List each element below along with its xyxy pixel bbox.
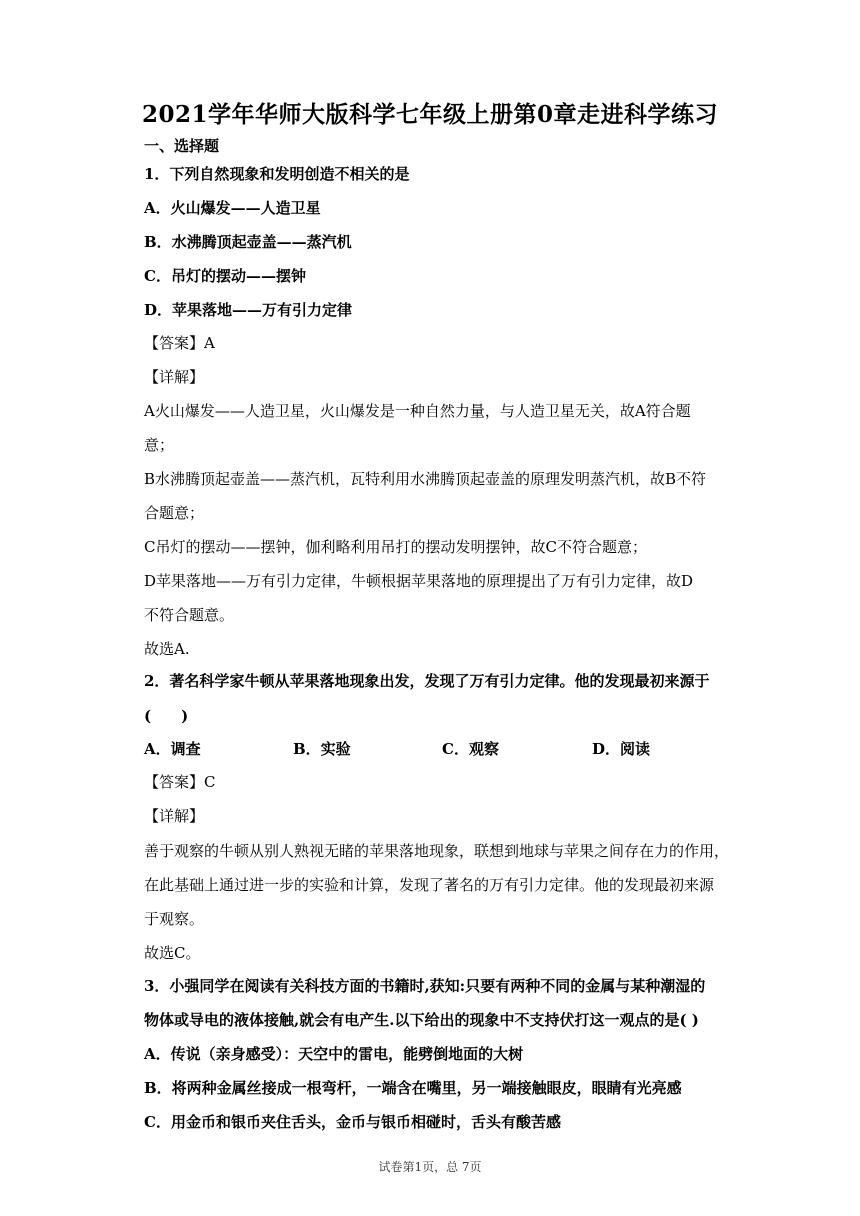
- q1-option-d: D．苹果落地——万有引力定律: [144, 301, 353, 319]
- q2-detail-line: 故选C。: [144, 944, 201, 962]
- q1-option-a: A．火山爆发——人造卫星: [144, 199, 321, 217]
- q2-detail-line: 善于观察的牛顿从别人熟视无睹的苹果落地现象，联想到地球与苹果之间存在力的作用，: [144, 842, 730, 860]
- q1-option-b: B．水沸腾顶起壶盖——蒸汽机: [144, 233, 352, 251]
- q1-detail-line: 意；: [144, 436, 175, 454]
- q1-detail-line: C吊灯的摆动——摆钟，伽利略利用吊打的摆动发明摆钟，故C不符合题意；: [144, 538, 647, 556]
- q2-option-d: D．阅读: [592, 740, 651, 758]
- q2-option-c: C．观察: [442, 740, 499, 758]
- q1-stem: 1．下列自然现象和发明创造不相关的是: [144, 165, 410, 183]
- q1-detail-line: 故选A.: [144, 640, 190, 658]
- q2-detail-label: 【详解】: [144, 807, 205, 825]
- q1-answer: 【答案】A: [144, 334, 215, 352]
- q1-detail-line: A火山爆发——人造卫星，火山爆发是一种自然力量，与人造卫星无关，故A符合题: [144, 402, 691, 420]
- q1-detail-line: B水沸腾顶起壶盖——蒸汽机，瓦特利用水沸腾顶起壶盖的原理发明蒸汽机，故B不符: [144, 470, 707, 488]
- q2-stem-blank: ( ): [144, 707, 189, 725]
- q1-detail-line: 不符合题意。: [144, 606, 235, 624]
- q2-options: [144, 738, 650, 759]
- q2-detail-line: 于观察。: [144, 910, 205, 928]
- q1-option-c: C．吊灯的摆动——摆钟: [144, 267, 306, 285]
- q3-stem-cont: 物体或导电的液体接触,就会有电产生.以下给出的现象中不支持伏打这一观点的是( ): [144, 1011, 699, 1029]
- section-heading: 一、选择题: [144, 137, 220, 155]
- q3-stem: 3．小强同学在阅读有关科技方面的书籍时,获知:只要有两种不同的金属与某种潮湿的: [144, 977, 706, 995]
- q2-option-a: A．调查: [144, 740, 201, 758]
- q3-option-b: B．将两种金属丝接成一根弯杆，一端含在嘴里，另一端接触眼皮，眼睛有光亮感: [144, 1079, 682, 1097]
- q2-detail-line: 在此基础上通过进一步的实验和计算，发现了著名的万有引力定律。他的发现最初来源: [144, 876, 715, 894]
- q1-detail-line: 合题意；: [144, 504, 205, 522]
- q1-detail-label: 【详解】: [144, 368, 205, 386]
- page-footer: 试卷第1页，总 7页: [378, 1160, 482, 1174]
- q2-option-b: B．实验: [293, 740, 351, 758]
- q3-option-c: C．用金币和银币夹住舌头，金币与银币相碰时，舌头有酸苦感: [144, 1113, 561, 1131]
- q3-option-a: A．传说（亲身感受）：天空中的雷电，能劈倒地面的大树: [144, 1045, 524, 1063]
- page-title: 2021学年华师大版科学七年级上册第0章走进科学练习: [141, 101, 719, 128]
- q1-detail-line: D苹果落地——万有引力定律，牛顿根据苹果落地的原理提出了万有引力定律，故D: [144, 572, 694, 590]
- q2-stem: 2．著名科学家牛顿从苹果落地现象出发，发现了万有引力定律。他的发现最初来源于: [144, 672, 710, 690]
- q2-answer: 【答案】C: [144, 773, 216, 791]
